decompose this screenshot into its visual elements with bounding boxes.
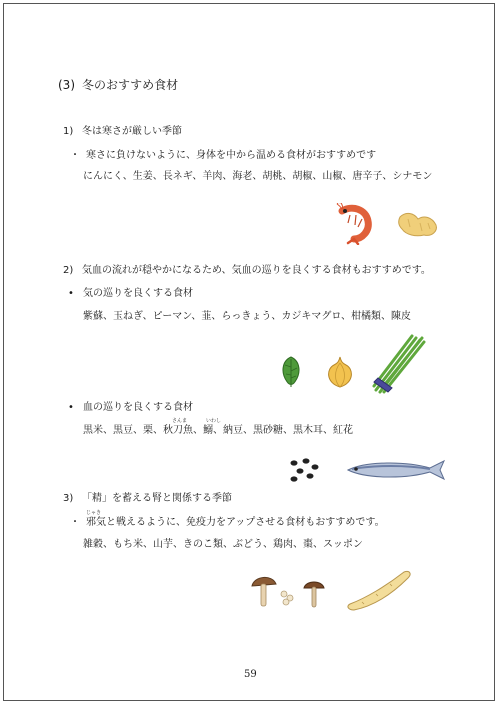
page-number: 59	[244, 669, 257, 680]
yam-icon	[346, 568, 414, 612]
section-title: 冬のおすすめ食材	[82, 78, 179, 92]
saury-fish-icon	[346, 457, 446, 483]
item-3-text: 邪気と戦えるように、免疫力をアップさせる食材もおすすめです。	[86, 517, 385, 528]
item-1-foods: にんにく、生姜、長ネギ、羊肉、海老、胡桃、胡椒、山椒、唐辛子、シナモン	[83, 171, 433, 182]
ruby-iwashi: いわし	[206, 418, 222, 424]
item-2b-foods: 黒米、黒豆、栗、秋刀魚、鰯、納豆、黒砂糖、黒木耳、紅花	[83, 425, 353, 436]
item-1-heading: 冬は寒さが厳しい季節	[82, 126, 182, 137]
shrimp-icon	[336, 203, 374, 245]
item-2b-bullet: •	[68, 402, 74, 413]
mushrooms-icon	[250, 574, 330, 610]
item-2a-title: 気の巡りを良くする食材	[83, 288, 193, 299]
item-3-bullet: ・	[70, 517, 80, 528]
item-3-heading: 「精」を蓄える腎と関係する季節	[82, 493, 232, 504]
ruby-sanma: さんま	[172, 418, 188, 424]
item-1-bullet: ・	[70, 150, 80, 161]
item-3-number: 3)	[63, 493, 74, 504]
onion-icon	[324, 355, 356, 389]
shiso-leaf-icon	[278, 355, 304, 389]
item-1-text: 寒さに負けないように、身体を中から温める食材がおすすめです	[86, 150, 377, 161]
chive-bundle-icon	[372, 334, 426, 394]
black-beans-icon	[286, 457, 322, 485]
item-2-number: 2)	[63, 265, 74, 276]
ginger-icon	[396, 209, 440, 239]
item-3-foods: 雑穀、もち米、山芋、きのこ類、ぶどう、鶏肉、棗、スッポン	[83, 539, 363, 550]
section-number: (3)	[58, 78, 75, 92]
item-2a-bullet: •	[68, 288, 74, 299]
item-1-number: 1)	[63, 126, 74, 137]
item-2-heading: 気血の流れが穏やかになるため、気血の巡りを良くする食材もおすすめです。	[82, 265, 431, 276]
item-2b-title: 血の巡りを良くする食材	[83, 402, 193, 413]
ruby-jaki: じゃき	[86, 510, 102, 516]
item-2a-foods: 紫蘇、玉ねぎ、ピーマン、韮、らっきょう、カジキマグロ、柑橘類、陳皮	[83, 311, 411, 322]
